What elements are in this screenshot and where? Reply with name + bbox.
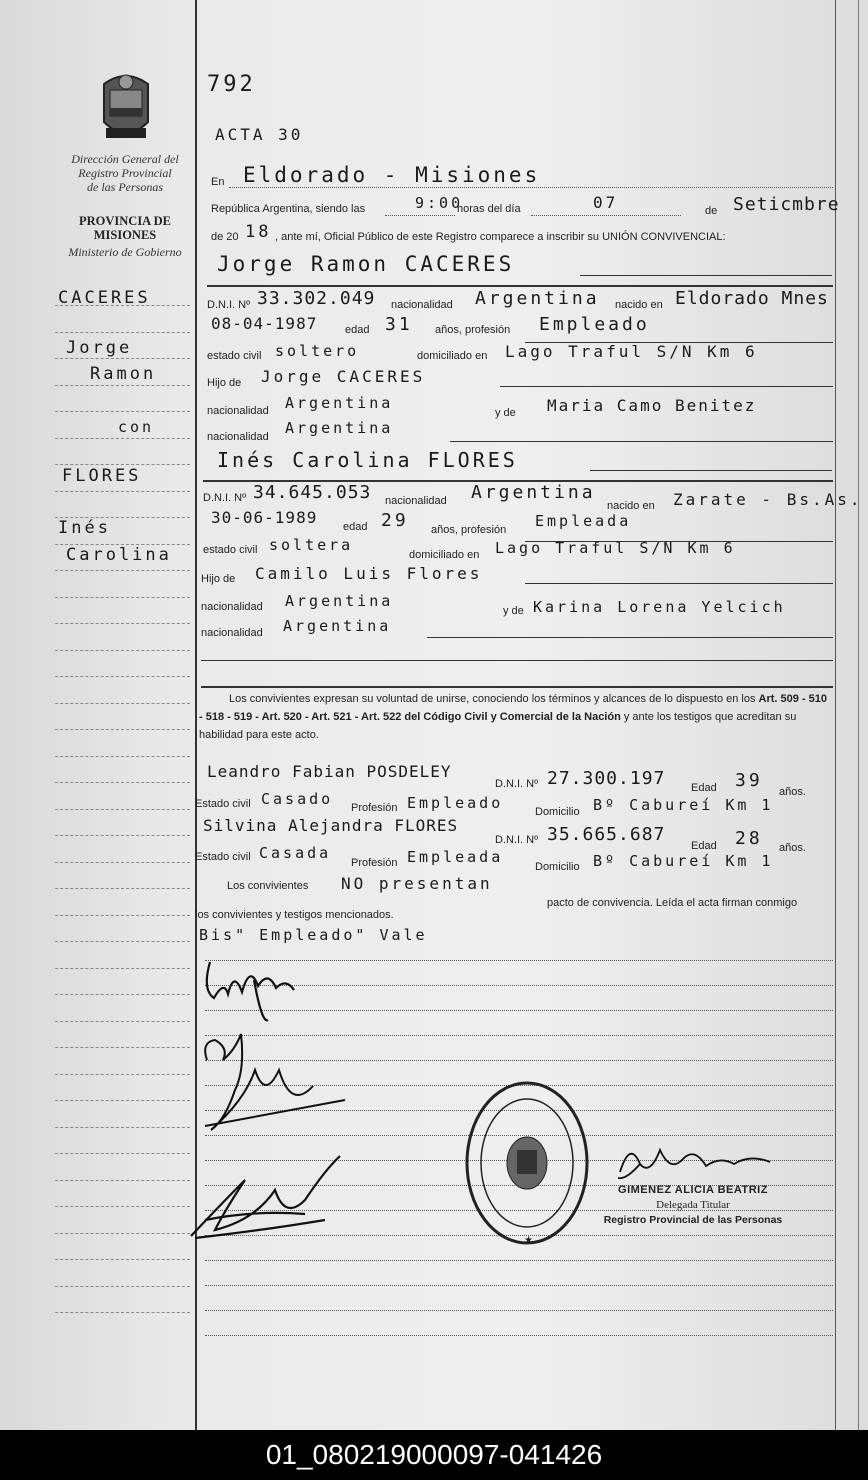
rule [525,583,833,584]
official-stamp [462,1078,592,1248]
margin-rule [55,1127,190,1128]
margin-rule [55,1233,190,1234]
margin-rule [55,1259,190,1260]
person1-age: 31 [385,314,413,335]
rule [427,637,833,638]
person1-name: Jorge Ramon CACERES [217,252,515,276]
witness2-profession: Empleada [407,848,504,866]
signature-rule [205,1285,833,1286]
org-line: Dirección General del [71,152,179,166]
margin-rule [55,544,190,545]
person2-age: 29 [381,510,409,531]
margin-rule [55,1153,190,1154]
person2-father-nationality: Argentina [285,592,394,610]
margin-rule [55,464,190,465]
legal-text: que acreditan su habilidad para este acto. [199,711,797,741]
rule [229,187,833,188]
margin-rule [55,385,190,386]
pact-value: NO presentan [341,874,493,893]
province-line: MISIONES [93,228,157,242]
label-nacionalidad: nacionalidad [201,627,263,639]
person2-mother-nationality: Argentina [283,617,392,635]
margin-rule [55,438,190,439]
person2-mother: Karina Lorena Yelcich [533,598,786,616]
margin-rule [55,491,190,492]
person1-nationality: Argentina [475,288,600,309]
person2-father: Camilo Luis Flores [255,564,483,583]
label-nacionalidad: nacionalidad [207,405,269,417]
margin-rule [55,756,190,757]
rule [201,660,833,661]
margin-rule [55,623,190,624]
label-domicilio: Domicilio [535,806,580,818]
person2-nationality: Argentina [471,482,596,503]
label-profesion: Profesión [351,857,398,869]
official-name: GIMENEZ ALICIA BEATRIZ [618,1184,768,1196]
margin-rule [55,1021,190,1022]
margin-rule [55,332,190,333]
label-nacionalidad: nacionalidad [391,299,453,311]
label-domiciliado: domiciliado en [409,549,480,561]
label-dni: D.N.I. Nº [207,299,251,311]
margin-note: Jorge [66,338,133,358]
margin-rule [55,570,190,571]
margin-rule [55,650,190,651]
margin-rule [55,305,190,306]
margin-rule [55,358,190,359]
label-dni: D.N.I. Nº [203,492,247,504]
margin-rule [55,968,190,969]
acta-number: ACTA 30 [215,125,304,144]
margin-rule [55,1206,190,1207]
legal-articles: Art. 509 - 510 - 518 - 519 - Art. 520 - Art. 521 - Art. 522 del Código Civil y Comercial de la Nación [199,693,828,723]
province-name [50,214,200,242]
margin-rule [55,411,190,412]
label-anios: años. [779,842,806,854]
person2-name: Inés Carolina FLORES [217,448,518,472]
margin-rule [55,1047,190,1048]
place-value: Eldorado - Misiones [243,163,541,187]
label-nacido-en: nacido en [607,500,655,512]
signature-rule [205,1335,833,1336]
signature-rule [205,1260,833,1261]
margin-rule [55,1074,190,1075]
margin-rule [55,729,190,730]
person1-birthplace: Eldorado Mnes [675,288,829,309]
margin-note: Ramon [90,364,157,384]
left-margin [0,0,195,1430]
margin-rule [55,888,190,889]
margin-rule [55,1100,190,1101]
province-line: PROVINCIA DE [78,214,172,228]
label-en: En [211,176,225,188]
margin-rule [55,835,190,836]
person1-dni: 33.302.049 [257,288,376,309]
margin-note: Carolina [66,545,172,565]
label-edad: Edad [691,840,717,852]
witness2-civil-status: Casada [259,844,332,862]
section-divider [201,686,833,688]
person2-birthdate: 30-06-1989 [211,508,318,527]
province-seal-logo [96,72,156,148]
label-domicilio: Domicilio [535,861,580,873]
signature-mark [185,1150,350,1245]
label-estado-civil: Estado civil [195,851,251,863]
witness2-dni: 35.665.687 [547,824,666,845]
witness1-civil-status: Casado [261,790,334,808]
person2-birthplace: Zarate - Bs.As. [673,490,863,509]
label-hijo-de: Hijo de [207,377,242,389]
margin-rule [55,994,190,995]
label-y-de: y de [503,605,524,617]
official-block [598,1183,788,1228]
legal-text: Los convivientes expresan su voluntad de unirse, conociendo los términos y alcances de lo dispuesto en los [229,693,756,705]
legal-paragraph [199,690,831,744]
legal-text: y ante los testigos [620,711,712,723]
org-line: de las Personas [87,180,163,194]
person1-father-nationality: Argentina [285,394,394,412]
person2-address: Lago Traful S/N Km 6 [495,539,736,557]
witness2-name: Silvina Alejandra FLORES [203,816,459,835]
margin-rule [55,941,190,942]
witness1-address: Bº Cabureí Km 1 [593,796,774,814]
label-profesion: años, profesión [435,324,511,336]
label-profesion: Profesión [351,802,398,814]
label-profesion: años, profesión [431,524,507,536]
person2-profession: Empleada [535,512,632,530]
label-edad: edad [345,324,370,336]
rule [385,215,455,216]
person1-address: Lago Traful S/N Km 6 [505,342,758,361]
label-de: de [705,205,718,217]
label-ante: , ante mí, Oficial Público de este Registro comparece a inscribir su UNIÓN CONVIVENCIAL: [275,231,726,243]
label-nacionalidad: nacionalidad [385,495,447,507]
margin-rule [55,517,190,518]
label-estado-civil: estado civil [203,544,258,556]
page-edge [858,0,859,1430]
margin-rule [55,1286,190,1287]
person2-civil-status: soltera [269,536,354,554]
organization-name [50,152,200,194]
margin-note: CACERES [58,288,151,308]
person1-mother-nationality: Argentina [285,419,394,437]
label-hijo-de: Hijo de [201,573,236,585]
label-estado-civil: Estado civil [195,798,251,810]
margin-rule [55,703,190,704]
label-edad: Edad [691,782,717,794]
label-edad: edad [343,521,368,533]
margin-rule [55,809,190,810]
rule [531,215,681,216]
official-title: Delegada Titular [656,1199,730,1211]
label-dni: D.N.I. Nº [495,778,539,790]
signature-mark [198,950,308,1030]
margin-rule [55,782,190,783]
margin-rule [55,1312,190,1313]
witness1-name: Leandro Fabian POSDELEY [207,762,452,781]
hour-value: 9:00 [415,194,464,212]
rule [450,441,833,442]
witness1-age: 39 [735,770,763,791]
margin-rule [55,597,190,598]
rule [500,386,833,387]
official-signature [610,1136,780,1186]
label-estado-civil: estado civil [207,350,262,362]
label-nacido-en: nacido en [615,299,663,311]
label-nacionalidad: nacionalidad [201,601,263,613]
signature-rule [205,1310,833,1311]
person2-dni: 34.645.053 [253,482,372,503]
ministry-name: Ministerio de Gobierno [68,245,182,259]
label-horas: horas del día [457,203,521,215]
person1-profession: Empleado [539,314,650,335]
closing-text: los convivientes y testigos mencionados. [195,909,394,921]
official-org: Registro Provincial de las Personas [603,1214,783,1226]
margin-rule [55,676,190,677]
person1-father: Jorge CACERES [261,367,426,386]
annotation-note: Bis" Empleado" Vale [199,926,428,944]
page-number: 792 [207,72,256,97]
month-value: Seticmbre [733,194,840,215]
year-value: 18 [245,222,272,242]
section-divider [207,285,833,287]
witness1-profession: Empleado [407,794,504,812]
margin-rule [55,1180,190,1181]
margin-note: FLORES [62,466,142,486]
witness1-dni: 27.300.197 [547,768,666,789]
label-dni: D.N.I. Nº [495,834,539,846]
margin-note: con [118,418,155,436]
margin-rule [55,915,190,916]
person1-civil-status: soltero [275,342,360,360]
person1-mother: Maria Camo Benitez [547,396,757,415]
org-line: Registro Provincial [78,166,172,180]
svg-text:★: ★ [524,1235,533,1246]
rule [580,275,832,276]
witness2-age: 28 [735,828,763,849]
scan-code-bar: 01_080219000097-041426 [0,1430,868,1480]
label-pact-start: Los convivientes [227,880,309,892]
label-y-de: y de [495,407,516,419]
label-republica: República Argentina, siendo las [211,203,366,215]
label-nacionalidad: nacionalidad [207,431,269,443]
margin-note: Inés [58,518,111,538]
person1-birthdate: 08-04-1987 [211,314,318,333]
label-anios: años. [779,786,806,798]
rule [590,470,832,471]
label-pact-end: pacto de convivencia. Leída el acta firman conmigo [547,897,798,909]
witness2-address: Bº Cabureí Km 1 [593,852,774,870]
day-value: 07 [593,193,619,212]
signature-mark [195,1030,355,1140]
label-de20: de 20 [211,231,239,243]
margin-rule [55,862,190,863]
label-domiciliado: domiciliado en [417,350,488,362]
